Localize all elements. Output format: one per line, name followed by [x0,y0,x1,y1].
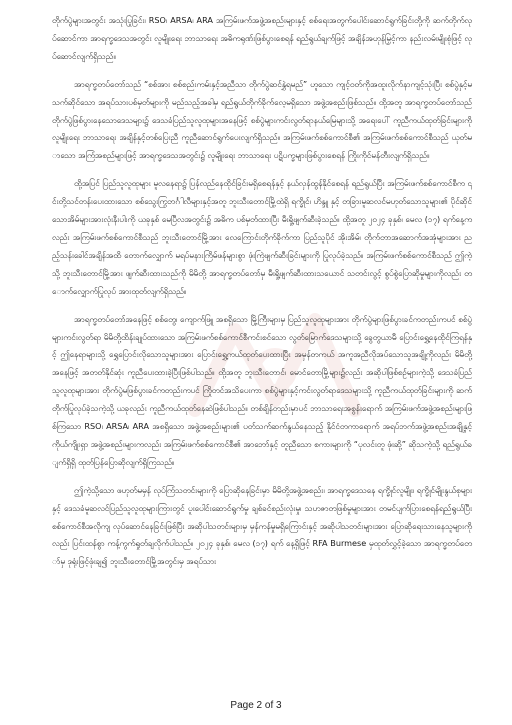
paragraph-5: ဤကဲ့သို့သော ဖဟုတ်မမှန် လုပ်ကြံသတင်းများကို ပြောဆိုနေခြင်းမှာ မိမိတို့အဖွဲ့အစည်း၊ အာရက္ခဒေသနေ ရက္ခိုင်လူမျိုး၊ ရက္ခိုင်မျိုးနွယ်စုများနှင့် ဒေသခံမူဆလင်ပြည်သူလူထုများကြားတွင် ပူးပေါင်းဆောင်ရွက်မှု ချစ်ခင်စည်းလုံးမှု၊ သဟဇာတဖြစ်မှုများအား တမင်ပျက်ပြားစေရန်ရည်ရွယ်ပြီး စစ်ကောင်စီအလိုကျ လုပ်ဆောင်နေခြင်းဖြစ်ပြီး အဆိုပါသတင်းများမှ မှန်ကန်မှုမရှိကြောင်းနှင့် အဆိုပါသတင်းများအား ပြောဆိုရေးသားနေသူများကိုလည်း ပြင်းထန်စွာ ကန့်ကွက်ရှုတ်ချလိုက်ပါသည်။ ၂၀၂၄ ခုနှစ်၊ မေလ (၁၇) ရက် နေ့ရှိဖြင့် RFA Burmese မှထုတ်လွှင့်ခဲ့သော အာရက္ခတပ်တော်မှ ဒုရုံးဖြင့်ဖုံးချ၍ ဘူးသီးတောင်မြို့အတွင်းမှ အရပ်သား [52,484,472,567]
document-body [52,12,472,581]
paragraph-3: ထို့အပြင် ပြည်သူလူထုများ မူလနေရာ၌ ပြန်လည်နေထိုင်ခြင်းမရှိစေရန်နှင့် နယ်လှန်ထွန်နိုင်စေရန် ရည်ရွယ်ပြီး အကြမ်းဖက်စစ်ကောင်စီက ၎င်းတို့သင်တန်းပေးထားသော စစ်သွေးကြွဘင်္ဂါလီများနှင့်အတူ ဘူးသီးတောင်မြို့ထဲရှိ ရက္ခိုင်၊ ဟိန္ဒူ နှင့် တခြားမူဆလင်မဟုတ်သောသူများ၏ ပိုင်ဆိုင်သောအိမ်များအားလုံးနီးပါးကို ယခုနှစ် မေပြီလအတွင်း၌ အဓိက ပစ်မှတ်ထားပြီး မီးရှို့ဖျက်ဆီးခဲ့သည်။ ထို့အတူ ၂၀၂၄ ခုနှစ်၊ မေလ (၁၇) ရက်နေ့ကလည်း အကြမ်းဖက်စစ်ကောင်စီသည် ဘူးသီးတောင်မြို့အား လေကြောင်းတိုက်ခိုက်ကာ ပြည်သူပိုင် အိုးအိမ်၊ တိုက်တာအဆောက်အအုံများအား ညည့်သန်းခေါင်အချိန်အထိ တောက်လျှောက် မရပ်မနားကြိမ်ဖန်များစွာ ဖုံးကြဲဖျက်ဆီးခြင်းများကို ပြုလုပ်ခဲ့သည်။ အကြမ်းဖက်စစ်ကောင်စီသည် ဤကဲ့သို့ ဘူးသီးတောင်မြို့အား ဖျက်ဆီးထားသည်ကို မိမိတို့ အာရက္ခတပ်တော်မှ မီးရှို့ဖျက်ဆီးထားသယောင် သတင်းလွင့် စွပ်စွဲပြောဆိုမှုများကိုလည်း တောက်လျှောက်ပြုလုပ် အားထုတ်လျက်ရှိသည်။ [52,178,472,296]
paragraph-4: အာရက္ခတပ်တော်အနေဖြင့် စစ်တွေ၊ ကျောက်ဖြူ အစရှိသော မြို့ကြီးများမှ ပြည်သူလူထုများအား တိုက်ပွဲများဖြစ်ပွားခင်ကတည်းကပင် စစ်ပွဲများကင်းလွတ်ရာ မိမိတို့ထိန်းချုပ်ထားသော အကြမ်းဖက်စစ်ကောင်စီကင်းစင်သော လွတ်မြောက်ဒေသများသို့ ခွေတွယာမီ ပြောင်းရွှေ့နေထိုင်ကြရန်နှင့် ဤနေရာများသို့ ရွှေပြောင်းလိုသောသူများအား ပြောင်းရွှေ့ကယ်ထုတ်ပေးထားပြီး အမှန်တကယ် အကူအညီလိုအပ်သောသူအချို့ကိုလည်း မိမိတို့အနေဖြင့် အတတ်နိုင်ဆုံး ကူညီပေးထားခဲ့ပြီးဖြစ်ပါသည်။ ထို့အတူ ဘူးသီးတောင်၊ မောင်တောမြို့များ၌လည်း အဆိုပါဖြစ်စဉ်များကဲ့သို့ ဒေသခံပြည်သူလူထုများအား တိုက်ပွဲမဖြစ်ပွားခင်ကတည်းကပင် ကြိုတင်အသိပေးကာ စစ်ပွဲများနှင့်ကင်းလွတ်ရာဒေသများသို့ ကူညီကယ်ထုတ်ခြင်းများကို ဆက်တိုက်ပြုလုပ်ခဲ့သကဲ့သို့ ယခုလည်း ကူညီကယ်ထုတ်နေဆဲဖြစ်ပါသည်။ တစ်ချိန်တည်းမှာပင် ဘာသာရေးအစွန်းရောက် အကြမ်းဖက်အဖွဲ့အစည်းများဖြစ်ကြသော RSO၊ ARSA၊ ARA အစရှိသော အဖွဲ့အစည်းများ၏ ပတ်သက်ဆက်နွယ်နေသည့် နိုင်ငံတကာရောက် အရပ်ဘက်အဖွဲ့အစည်းအချို့နှင့် ကိုယ်ကျိုးရှာ အဖွဲ့အစည်းများကလည်း အကြမ်းဖက်စစ်ကောင်စီ၏ အာဘော်နှင့် တူညီသော စကားများကို “ပုလင်းတူ ဖုံးဆို့” ဆိုသကဲ့သို့ ရည်ရွယ်ချက်ရှိရှိ ထုတ်ပြန်ပြောဆိုလျက်ရှိကြသည်။ [52,313,472,467]
paragraph-2: အာရက္ခတပ်တော်သည် “စစ်အား စစ်စည်းကမ်းနှင့်အညီသာ တိုက်ပွဲဆင်နွှဲရမည်” ဟူသော ကျင့်ဝတ်ကိုအထူးလိုက်နာကျင့်သုံးပြီး စစ်ပွဲနှင့်မသက်ဆိုင်သော အရပ်သားပစ်မှတ်များကို မည်သည့်အခါမှ ရည်ရွယ်တိုက်ခိုက်လေ့မရှိသော အဖွဲ့အစည်းဖြစ်သည်။ ထို့အတူ အာရက္ခတပ်တော်သည် တိုက်ပွဲဖြစ်ပွားနေသောဒေသများ၌ ဒေသခံပြည်သူလူထုများအနေဖြင့် စစ်ပွဲများကင်းလွတ်ရာနယ်မြေများသို့ အရေးပေါ် ကူညီကယ်ထုတ်ခြင်းများကို လူမျိုးရေး ဘာသာရေး အချိန်နှင့်တစ်ပြေးညီ ကူညီဆောင်ရွက်ပေးလျက်ရှိသည်။ အကြမ်းဖက်စစ်ကောင်စီ၏ အကြမ်းဖက်စစ်ကောင်စီသည် ယုတ်မာသော အကြံအစည်များဖြင့် အာရက္ခဒေသအတွင်း၌ လူမျိုးရေး ဘာသာရေး ပဋိပက္ခများဖြစ်ပွားစေရန် ကြိုးကိုင်မန်တီးလျက်ရှိသည်။ [52,78,472,161]
page-number-footer: Page 2 of 3 [230,700,282,711]
paragraph-1: တိုက်ပွဲများအတွင်း အသုံးပြုခြင်း၊ RSO၊ ARSA၊ ARA အကြမ်းဖက်အဖွဲ့အစည်းများနှင့် စစ်ရေးအတွက်ပေါင်းဆောင်ရွက်ခြင်းတို့ကို ဆက်တိုက်လုပ်ဆောင်ကာ အာရက္ခဒေသအတွင်း လူမျိုးရေး ဘာသာရေး အဓိကရုဏ်းဖြစ်ပွားစေရန် ရည်ရွယ်ချက်ဖြင့် အချိန်အဟုန်မြှင့်ကာ နည်းလမ်းမျိုးစုံဖြင့် လုပ်ဆောင်လျက်ရှိသည်။ [52,15,472,61]
